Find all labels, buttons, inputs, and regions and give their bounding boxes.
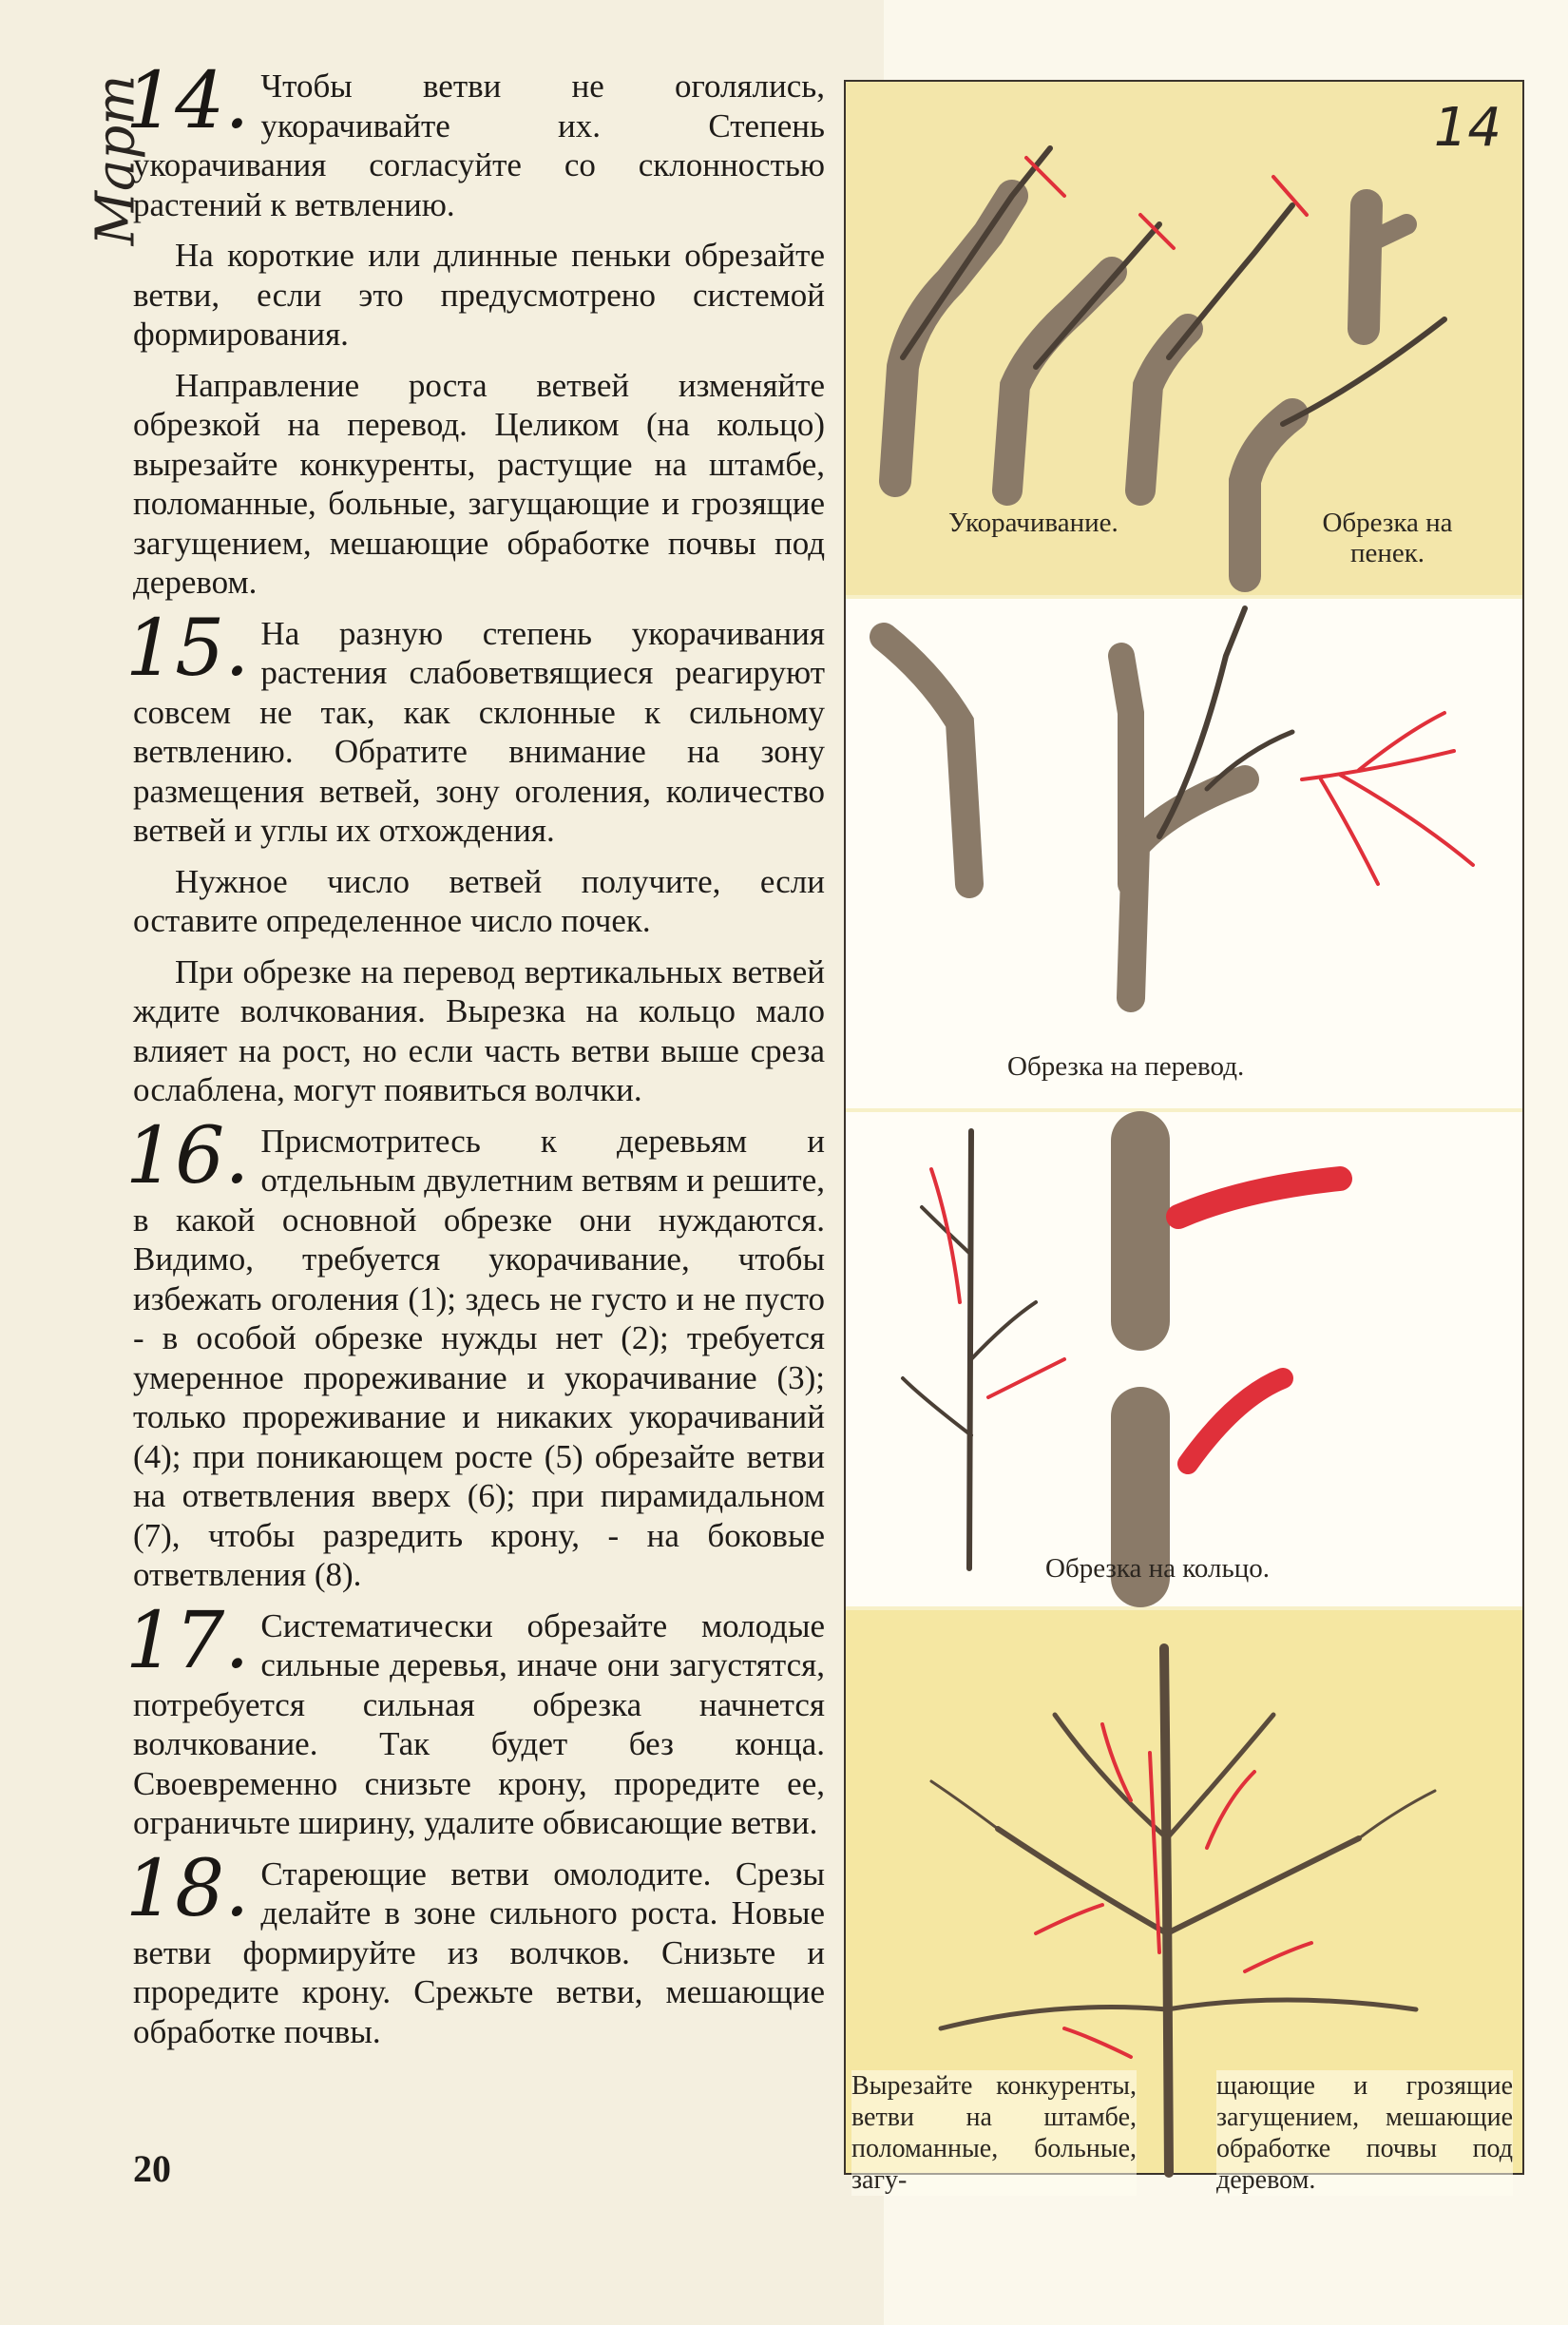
month-label-text: Март <box>85 74 147 245</box>
figure-transfer-section <box>846 599 1522 1108</box>
caption-transfer: Обрезка на перевод. <box>1007 1051 1245 1082</box>
figure-ring-section <box>846 1112 1522 1606</box>
paragraph-text: При обрезке на перевод вертикальных ветвей ждите волчкования. Вырезка на кольцо мало влияет на рост, но если часть ветви выше среза ослаблена, могут появиться волчки. <box>133 952 825 1108</box>
paragraph-text: Стареющие ветви омолодите. Срезы делайте в зоне сильного роста. Новые ветви формируйте из волчков. Снизьте и проредите крону. Срежьте ветви, мешающие обработке почвы. <box>133 1854 825 2050</box>
transfer-illustration <box>846 599 1522 1108</box>
item-number: 16. <box>125 1110 250 1201</box>
ring-illustration <box>846 1112 1522 1606</box>
illustration-panel <box>844 80 1524 2195</box>
paragraph-16 <box>125 1110 825 1595</box>
paragraph-text: Направление роста ветвей изменяйте обрезкой на перевод. Целиком (на кольцо) вырезайте конкуренты, растущие на штамбе, поломанные, больные, загущающие и грозящие загущением, мешающие обработке почвы под деревом. <box>133 366 825 601</box>
paragraph-text: Нужное число ветвей получите, если оставите определенное число почек. <box>133 862 825 939</box>
caption-shortening: Укорачивание. <box>948 508 1119 538</box>
paragraph-17 <box>125 1595 825 1843</box>
figure-number: 14 <box>1433 97 1501 159</box>
paragraph <box>133 236 825 355</box>
paragraph-text: На короткие или длинные пеньки обрезайте ветви, если это предусмотрено системой формирования. <box>133 237 825 353</box>
paragraph-text: Чтобы ветви не оголялись, укорачивайте их. Степень укорачивания согласуйте со склонностью растений к ветвлению. <box>133 67 825 223</box>
paragraph <box>133 952 825 1110</box>
paragraph-text: Присмотритесь к деревьям и отдельным двулетним ветвям и решите, в какой основной обрезке они нуждаются. Видимо, требуется укорачивание, чтобы избежать оголения (1); здесь не густо и не пусто - в особой обрезке нужды нет (2); требуется умеренное прореживание и укорачивание (3); только прореживание и никаких укорачиваний (4); при поникающем росте (5) обрезайте ветви на ответвления вверх (6); при пирамидальном (7), чтобы разредить крону, - на боковые ответвления (8). <box>133 1122 825 1593</box>
caption-tree-right: щающие и грозящие загущением, мешающие обработке почвы под деревом. <box>1216 2071 1513 2195</box>
caption-ring: Обрезка на кольцо. <box>1045 1553 1270 1584</box>
paragraph-15 <box>125 603 825 851</box>
item-number: 18. <box>125 1843 250 1934</box>
caption-tree-left: Вырезайте конкуренты, ветви на штамбе, поломанные, больные, загу- <box>851 2071 1137 2195</box>
paragraph-18 <box>125 1843 825 2052</box>
paragraph-text: На разную степень укорачивания растения слабоветвящиеся реагируют совсем не так, как склонные к сильному ветвлению. Обратите внимание на зону размещения ветвей, зону оголения, количество ветвей и углы их отхождения. <box>133 614 825 849</box>
paragraph-text: Систематически обрезайте молодые сильные деревья, иначе они загустятся, потребуется сильная обрезка начнется волчкование. Так будет без конца. Своевременно снизьте крону, проредите ее, ограничьте ширину, удалите обвисающие ветви. <box>133 1606 825 1841</box>
paragraph <box>133 366 825 603</box>
item-number: 14. <box>125 56 250 146</box>
page-number: 20 <box>133 2147 171 2190</box>
figure-tree-section <box>846 1610 1522 2195</box>
text-column <box>125 56 825 2063</box>
figure-shortening-section <box>846 82 1522 595</box>
paragraph <box>133 862 825 941</box>
paragraph-14 <box>125 56 825 224</box>
item-number: 17. <box>125 1595 250 1686</box>
item-number: 15. <box>125 603 250 694</box>
caption-stump: Обрезка на пенек. <box>1322 508 1453 568</box>
